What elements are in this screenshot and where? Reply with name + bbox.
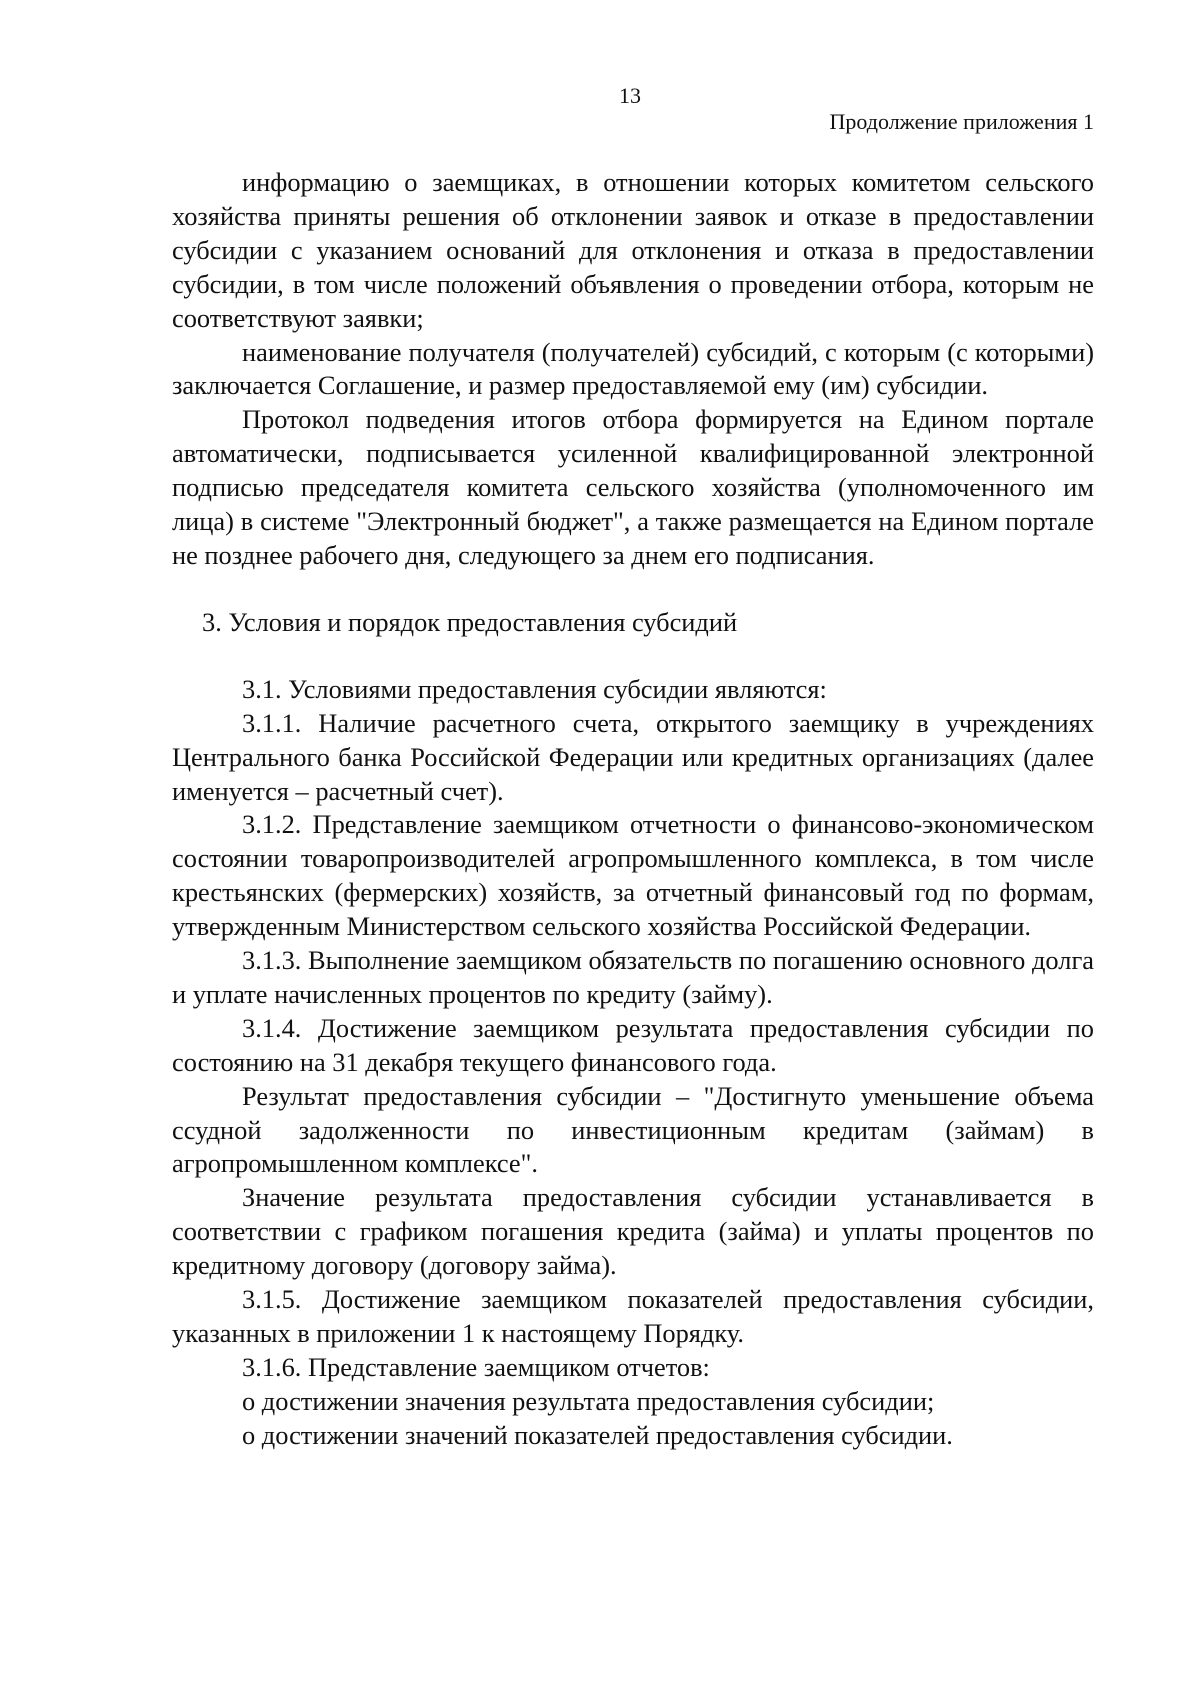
clause-3-1-4: 3.1.4. Достижение заемщиком результата предоставления субсидии по состоянию на 31 декабря текущего финансового года. xyxy=(172,1012,1094,1077)
clause-3-1-5: 3.1.5. Достижение заемщиком показателей предоставления субсидии, указанных в приложении 1 к настоящему Порядку. xyxy=(172,1284,1094,1348)
document-body xyxy=(172,166,1094,1453)
paragraph-subsidy-result: Результат предоставления субсидии – "Достигнуто уменьшение объема ссудной задолженности по инвестиционным кредитам (займам) в агропромышленном комплексе". xyxy=(172,1080,1094,1179)
clause-3-1: 3.1. Условиями предоставления субсидии являются: xyxy=(242,673,827,704)
report-item-result: о достижении значения результата предоставления субсидии; xyxy=(242,1385,935,1416)
section-heading: 3. Условия и порядок предоставления субсидий xyxy=(202,606,738,637)
paragraph-result-value: Значение результата предоставления субсидии устанавливается в соответствии с графиком погашения кредита (займа) и уплаты процентов по кредитному договору (договору займа). xyxy=(172,1182,1094,1281)
clause-3-1-1: 3.1.1. Наличие расчетного счета, открытого заемщику в учреждениях Центрального банка Российской Федерации или кредитных организациях (далее именуется – расчетный счет). xyxy=(172,707,1094,806)
page-number: 13 xyxy=(619,83,641,108)
clause-3-1-3: 3.1.3. Выполнение заемщиком обязательств по погашению основного долга и уплате начисленных процентов по кредиту (займу). xyxy=(172,945,1094,1009)
report-item-indicators: о достижении значений показателей предоставления субсидии. xyxy=(242,1419,953,1450)
appendix-continuation-label: Продолжение приложения 1 xyxy=(829,109,1094,134)
paragraph-protocol: Протокол подведения итогов отбора формируется на Едином портале автоматически, подписывается усиленной квалифицированной электронной подписью председателя комитета сельского хозяйства (уполномоченного им лица) в системе "Электронный бюджет", а также размещается на Едином портале не позднее рабочего дня, следующего за днем его подписания. xyxy=(172,404,1094,570)
clause-3-1-6: 3.1.6. Представление заемщиком отчетов: xyxy=(242,1351,710,1382)
paragraph-rejected-borrowers-info: информацию о заемщиках, в отношении которых комитетом сельского хозяйства приняты решения об отклонении заявок и отказе в предоставлении субсидии с указанием оснований для отклонения и отказа в предоставлении субсидии, в том числе положений объявления о проведении отбора, которым не соответствуют заявки; xyxy=(172,167,1094,333)
clause-3-1-2: 3.1.2. Представление заемщиком отчетности о финансово-экономическом состоянии товаропроизводителей агропромышленного комплекса, в том числе крестьянских (фермерских) хозяйств, за отчетный финансовый год по формам, утвержденным Министерством сельского хозяйства Российской Федерации. xyxy=(172,809,1094,942)
paragraph-recipient-name: наименование получателя (получателей) субсидий, с которым (с которыми) заключается Соглашение, и размер предоставляемой ему (им) субсидии. xyxy=(172,336,1094,401)
